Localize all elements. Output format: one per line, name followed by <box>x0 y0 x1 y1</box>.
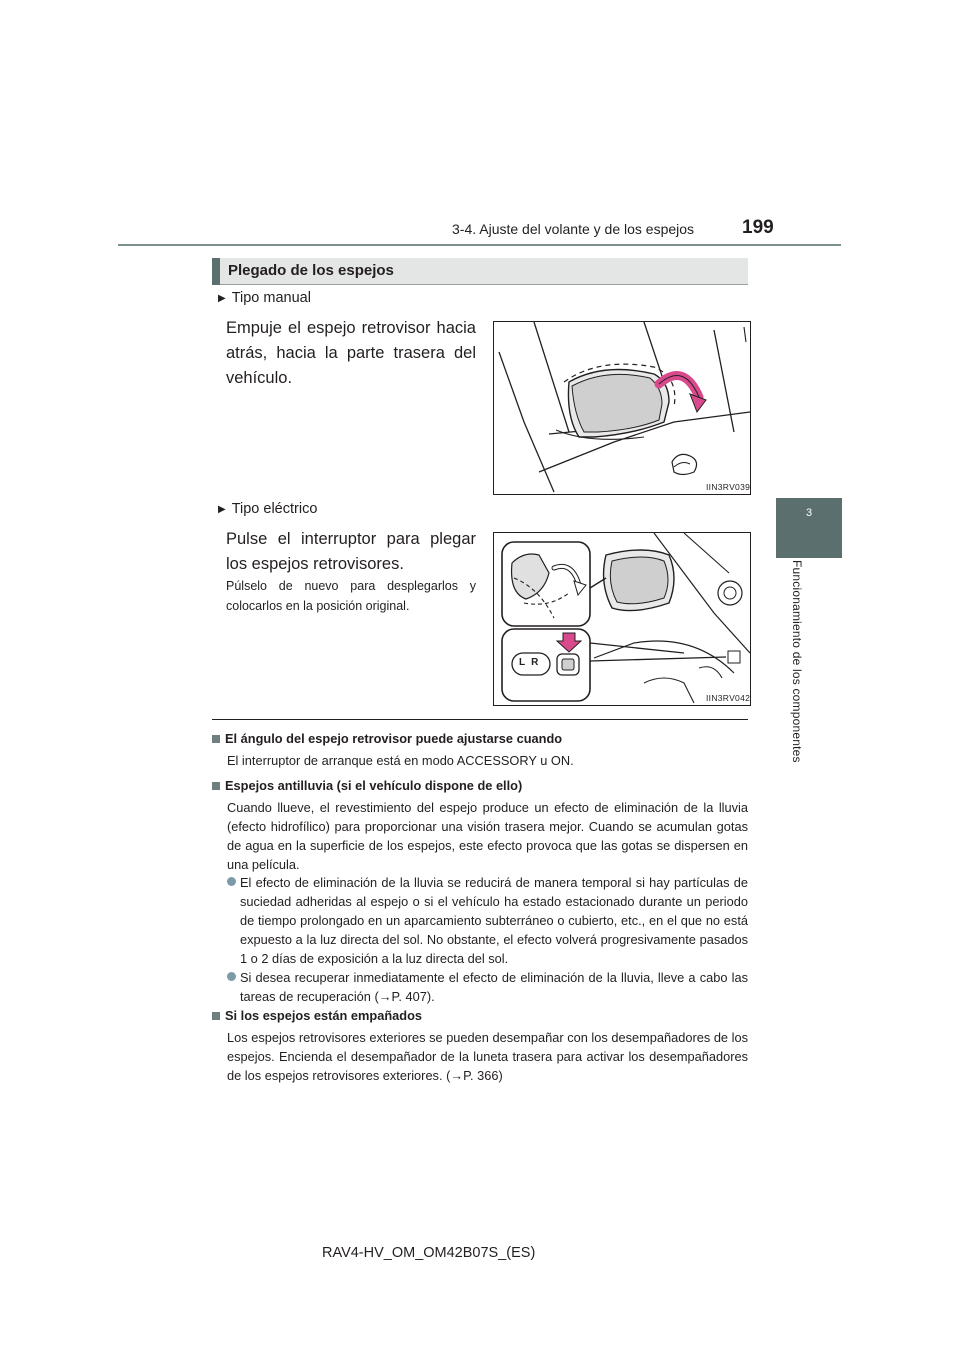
bullet-item <box>227 968 748 1006</box>
manual-instruction: Empuje el espejo retrovisor hacia atrás, hacia la parte trasera del vehículo. <box>226 319 476 387</box>
circle-bullet-icon <box>227 972 236 981</box>
square-bullet-icon <box>212 1012 220 1020</box>
note-body: El interruptor de arranque está en modo ACCESSORY u ON. <box>227 753 574 768</box>
note-heading <box>212 731 562 746</box>
electric-type-text: Tipo eléctrico <box>231 501 318 517</box>
switch-right-label: R <box>531 657 545 668</box>
manual-type-label <box>218 290 311 306</box>
bullet-item <box>227 873 748 968</box>
electric-mirror-drawing <box>494 533 750 705</box>
electric-note: Púlselo de nuevo para desplegarlos y colocarlos en la posición original. <box>226 579 476 613</box>
note-heading <box>212 778 522 793</box>
switch-left-label: L <box>519 657 532 668</box>
notes-divider <box>212 719 748 720</box>
chapter-number: 3 <box>805 507 813 519</box>
note-title: Espejos antilluvia (si el vehículo dispone de ello) <box>225 778 523 793</box>
header-rule <box>118 244 841 246</box>
heading-marker <box>212 258 220 285</box>
section-heading: Plegado de los espejos <box>228 262 394 279</box>
note-body: Los espejos retrovisores exteriores se pueden desempañar con los desempañadores de los espejos. Encienda el desempañador de la luneta trasera para activar los desempañadores de los espejos retrovisores exteriores. (→P. 366) <box>227 1030 748 1083</box>
section-title: 3-4. Ajuste del volante y de los espejos <box>452 221 695 237</box>
bullet-text: Si desea recuperar inmediatamente el efecto de eliminación de la lluvia, lleve a cabo las tareas de recuperación (→P. 407). <box>240 970 748 1004</box>
note-title: Si los espejos están empañados <box>225 1008 423 1023</box>
electric-instruction: Pulse el interruptor para plegar los espejos retrovisores. <box>226 530 476 573</box>
document-code: RAV4-HV_OM_OM42B07S_(ES) <box>322 1245 536 1261</box>
circle-bullet-icon <box>227 877 236 886</box>
square-bullet-icon <box>212 735 220 743</box>
manual-mirror-drawing <box>494 322 750 494</box>
electric-mirror-illustration <box>493 532 751 706</box>
manual-mirror-illustration <box>493 321 751 495</box>
page-number: 199 <box>742 217 774 238</box>
figure-code-electric: IIN3RV042 <box>706 693 751 703</box>
note-heading <box>212 1008 422 1023</box>
manual-type-text: Tipo manual <box>231 290 311 306</box>
note-body: Cuando llueve, el revestimiento del espejo produce un efecto de eliminación de la lluvia (efecto hidrofílico) para proporcionar una visión trasera mejor. Cuando se acumulan gotas de agua en la superficie de los espejos, este efecto provoca que las gotas se dispersen en una película. <box>227 800 748 872</box>
square-bullet-icon <box>212 782 220 790</box>
electric-type-label <box>218 501 317 517</box>
chapter-title: Funcionamiento de los componentes <box>790 560 804 763</box>
figure-code-manual: IIN3RV039 <box>706 482 751 492</box>
note-title: El ángulo del espejo retrovisor puede ajustarse cuando <box>225 731 563 746</box>
triangle-bullet-icon: ▶ <box>218 293 226 304</box>
switch-lr-labels <box>519 657 544 668</box>
triangle-bullet-icon: ▶ <box>218 504 226 515</box>
bullet-text: El efecto de eliminación de la lluvia se reducirá de manera temporal si hay partículas de suciedad adheridas al espejo o si el vehículo ha estado estacionado durante un periodo de tiempo prolongado en un aparcamiento subterráneo o cubierto, etc., en el que no está expuesto a la luz directa del sol. No obstante, el efecto volverá progresivamente pasados 1 o 2 días de exposición a la luz directa del sol. <box>240 875 748 966</box>
